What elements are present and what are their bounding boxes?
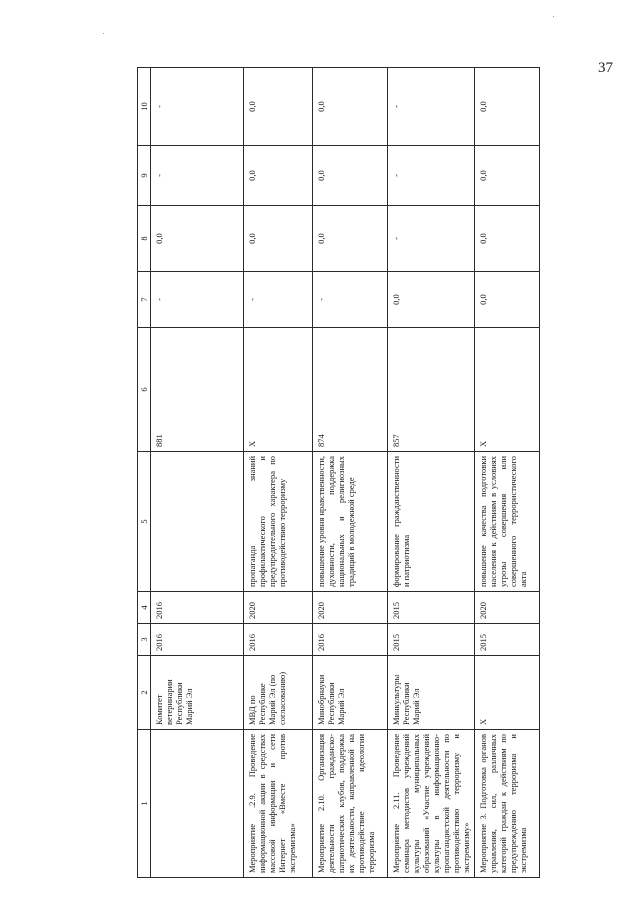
value-cell: - xyxy=(313,272,388,328)
value-cell: 0,0 xyxy=(475,146,540,206)
executor-cell: X xyxy=(475,656,540,730)
table-row xyxy=(388,68,475,878)
code-cell: 857 xyxy=(388,328,475,452)
value-cell: 0,0 xyxy=(313,146,388,206)
value-cell: - xyxy=(388,146,475,206)
value-cell: - xyxy=(151,146,244,206)
scan-speck xyxy=(553,16,554,17)
scan-speck xyxy=(103,33,104,34)
measure-name-cell: Мероприятие 2.10. Организация деятельности гражданско-патриотических клубов, поддержка их деятельности, направленной на противодействие идеологии терроризма xyxy=(313,730,388,878)
value-cell: 0,0 xyxy=(475,272,540,328)
column-header: 1 xyxy=(138,730,151,878)
measure-name-cell: Мероприятие .2.9. Проведение информационной акции в средствах массовой информации и сети Интернет «Вместе против экстремизма» xyxy=(244,730,313,878)
code-cell: 881 xyxy=(151,328,244,452)
column-header: 5 xyxy=(138,452,151,592)
start-year-cell: 2016 xyxy=(313,624,388,656)
start-year-cell: 2015 xyxy=(388,624,475,656)
value-cell: - xyxy=(388,68,475,146)
start-year-cell: 2015 xyxy=(475,624,540,656)
executor-cell: Комитет ветеринарии Республики Марий Эл xyxy=(151,656,244,730)
expected-result-cell: повышение качества подготовки населения к действиям в условиях угрозы совершения или совершенного террористического акта xyxy=(475,452,540,592)
end-year-cell: 2016 xyxy=(151,592,244,624)
value-cell: 0,0 xyxy=(475,68,540,146)
value-cell: 0,0 xyxy=(244,206,313,272)
code-cell: X xyxy=(475,328,540,452)
value-cell: 0,0 xyxy=(313,206,388,272)
column-header: 6 xyxy=(138,328,151,452)
table-row xyxy=(313,68,388,878)
value-cell: 0,0 xyxy=(388,272,475,328)
column-header: 8 xyxy=(138,206,151,272)
value-cell: 0,0 xyxy=(244,146,313,206)
start-year-cell: 2016 xyxy=(244,624,313,656)
expected-result-cell: повышение уровня нравственности, духовности, поддержка национальных и религиозных традиций в молодежной среде xyxy=(313,452,388,592)
measure-name-cell: Мероприятие 2.11. Проведение семинара методистов учреждений культуры муниципальных образований «Участие учреждений культуры в информационно-пропагандистской деятельности по противодействию терроризму и экстремизму» xyxy=(388,730,475,878)
end-year-cell: 2020 xyxy=(244,592,313,624)
value-cell: - xyxy=(151,272,244,328)
value-cell: - xyxy=(388,206,475,272)
expected-result-cell: пропаганда знаний профилактического и предупредительного характера по противодействию терроризму xyxy=(244,452,313,592)
measure-name-cell: Мероприятие 3. Подготовка органов управления, сил, различных категорий граждан к действиям по предупреждению терроризма и экстремизма xyxy=(475,730,540,878)
executor-cell: МВД по Республике Марий Эл (по согласованию) xyxy=(244,656,313,730)
expected-result-cell xyxy=(151,452,244,592)
end-year-cell: 2020 xyxy=(313,592,388,624)
measure-name-cell xyxy=(151,730,244,878)
rotated-table-wrapper xyxy=(137,68,528,878)
value-cell: 0,0 xyxy=(313,68,388,146)
expected-result-cell: формирование гражданственности и патриотизма xyxy=(388,452,475,592)
start-year-cell: 2016 xyxy=(151,624,244,656)
value-cell: 0,0 xyxy=(151,206,244,272)
value-cell: 0,0 xyxy=(475,206,540,272)
program-measures-table xyxy=(137,67,540,878)
column-header: 9 xyxy=(138,146,151,206)
end-year-cell: 2015 xyxy=(388,592,475,624)
column-number-row xyxy=(138,68,151,878)
table-row xyxy=(244,68,313,878)
column-header: 7 xyxy=(138,272,151,328)
executor-cell: Минкультуры Республики Марий Эл xyxy=(388,656,475,730)
table-row xyxy=(151,68,244,878)
column-header: 2 xyxy=(138,656,151,730)
value-cell: - xyxy=(244,272,313,328)
column-header: 10 xyxy=(138,68,151,146)
end-year-cell: 2020 xyxy=(475,592,540,624)
code-cell: X xyxy=(244,328,313,452)
value-cell: - xyxy=(151,68,244,146)
value-cell: 0,0 xyxy=(244,68,313,146)
column-header: 4 xyxy=(138,592,151,624)
executor-cell: Минобрнауки Республики Марий Эл xyxy=(313,656,388,730)
table-row xyxy=(475,68,540,878)
page-number: 37 xyxy=(598,60,613,76)
code-cell: 874 xyxy=(313,328,388,452)
column-header: 3 xyxy=(138,624,151,656)
